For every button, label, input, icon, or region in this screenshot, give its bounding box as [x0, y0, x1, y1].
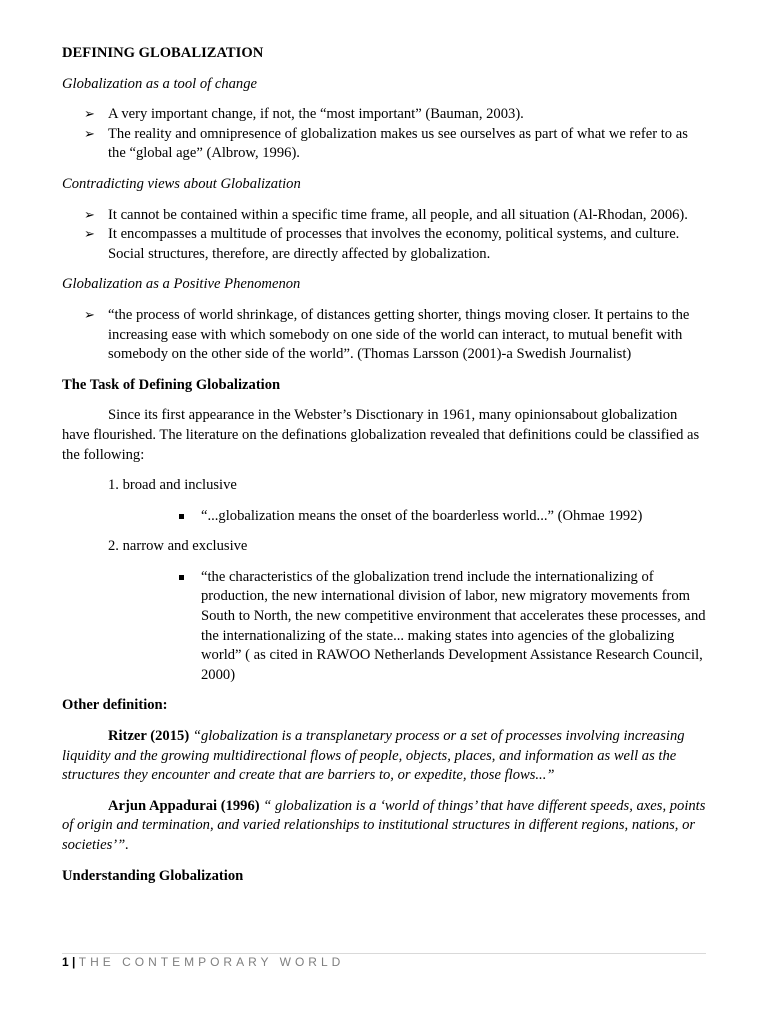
author-name: Arjun Appadurai (1996): [108, 797, 260, 814]
section-subtitle: Globalization as a tool of change: [62, 75, 257, 92]
footer-separator: |: [72, 955, 76, 969]
section-heading: Understanding Globalization: [62, 867, 244, 884]
arrow-bullet-icon: ➢: [84, 107, 95, 123]
arrow-bullet-icon: ➢: [84, 207, 95, 223]
definition-quote: “globalization is a transplanetary process or a set of processes involving increasing liquidity and the growing multidirectional flows of people, objects, places, and information as well as the structures they encounter and create that are barriers to, or expedite, those flows...”: [62, 728, 685, 784]
page-title: DEFINING GLOBALIZATION: [62, 45, 264, 61]
numbered-item: 2. narrow and exclusive: [108, 538, 248, 555]
square-bullet-icon: [179, 514, 184, 519]
definition-quote: “ globalization is a ‘world of things’ that have different speeds, axes, points of origin and termination, and varied relationships to institutional structures in different regions, nations, or societies’”.: [62, 797, 706, 853]
numbered-item: 1. broad and inclusive: [108, 477, 237, 494]
section-heading: Other definition:: [62, 697, 168, 714]
square-bullet-icon: [179, 575, 184, 580]
section-subtitle: Globalization as a Positive Phenomenon: [62, 276, 301, 293]
list-item: ➢ It encompasses a multitude of processes that involves the economy, political systems, and culture. Social structures, therefore, are directly affected by globalization.: [84, 226, 680, 262]
list-item: ➢ The reality and omnipresence of globalization makes us see ourselves as part of what we refer to as the “global age” (Albrow, 1996).: [84, 125, 688, 162]
page-number: 1: [62, 955, 69, 969]
arrow-bullet-icon: ➢: [84, 227, 95, 243]
footer-title: THE CONTEMPORARY WORLD: [78, 955, 345, 969]
definition-ritzer: [62, 727, 706, 786]
author-name: Ritzer (2015): [108, 728, 190, 745]
document-page: [62, 44, 706, 897]
bullet-list: [62, 568, 706, 686]
list-item: ➢ “the process of world shrinkage, of distances getting shorter, things moving closer. It pertains to the increasing ease with which somebody on one side of the world can interact, to mutual benefit with somebody on the other side of the world”. (Thomas Larsson (2001)-a Swedish Journalist): [84, 306, 690, 363]
bullet-list: [62, 306, 706, 365]
bullet-list: [62, 507, 706, 527]
list-item: ➢ It cannot be contained within a specific time frame, all people, and all situation (Al-Rhodan, 2006).: [62, 206, 706, 226]
page-footer: [62, 955, 344, 969]
bullet-list: [62, 105, 706, 164]
arrow-bullet-icon: ➢: [84, 307, 95, 323]
footer-divider: [62, 953, 706, 954]
list-item: “...globalization means the onset of the boarderless world...” (Ohmae 1992): [62, 507, 706, 527]
body-paragraph: Since its first appearance in the Webster’s Disctionary in 1961, many opinionsabout globalization have flourished. The literature on the definations globalization revealed that definitions could be classified as the following:: [62, 407, 700, 463]
arrow-bullet-icon: ➢: [84, 126, 95, 142]
list-item: “the characteristics of the globalization trend include the internationalizing of production, the new international division of labor, new migratory movements from South to North, the new competitive environment that accelerates these processes, and the internationalizing of the state... making states into agencies of the globalizing world” ( as cited in RAWOO Netherlands Development Assistance Research Council, 2000): [62, 568, 706, 686]
section-subtitle: Contradicting views about Globalization: [62, 175, 301, 192]
list-item: ➢ A very important change, if not, the “most important” (Bauman, 2003).: [62, 105, 706, 125]
bullet-list: [62, 206, 706, 265]
section-heading: The Task of Defining Globalization: [62, 376, 281, 393]
definition-appadurai: [62, 797, 706, 856]
